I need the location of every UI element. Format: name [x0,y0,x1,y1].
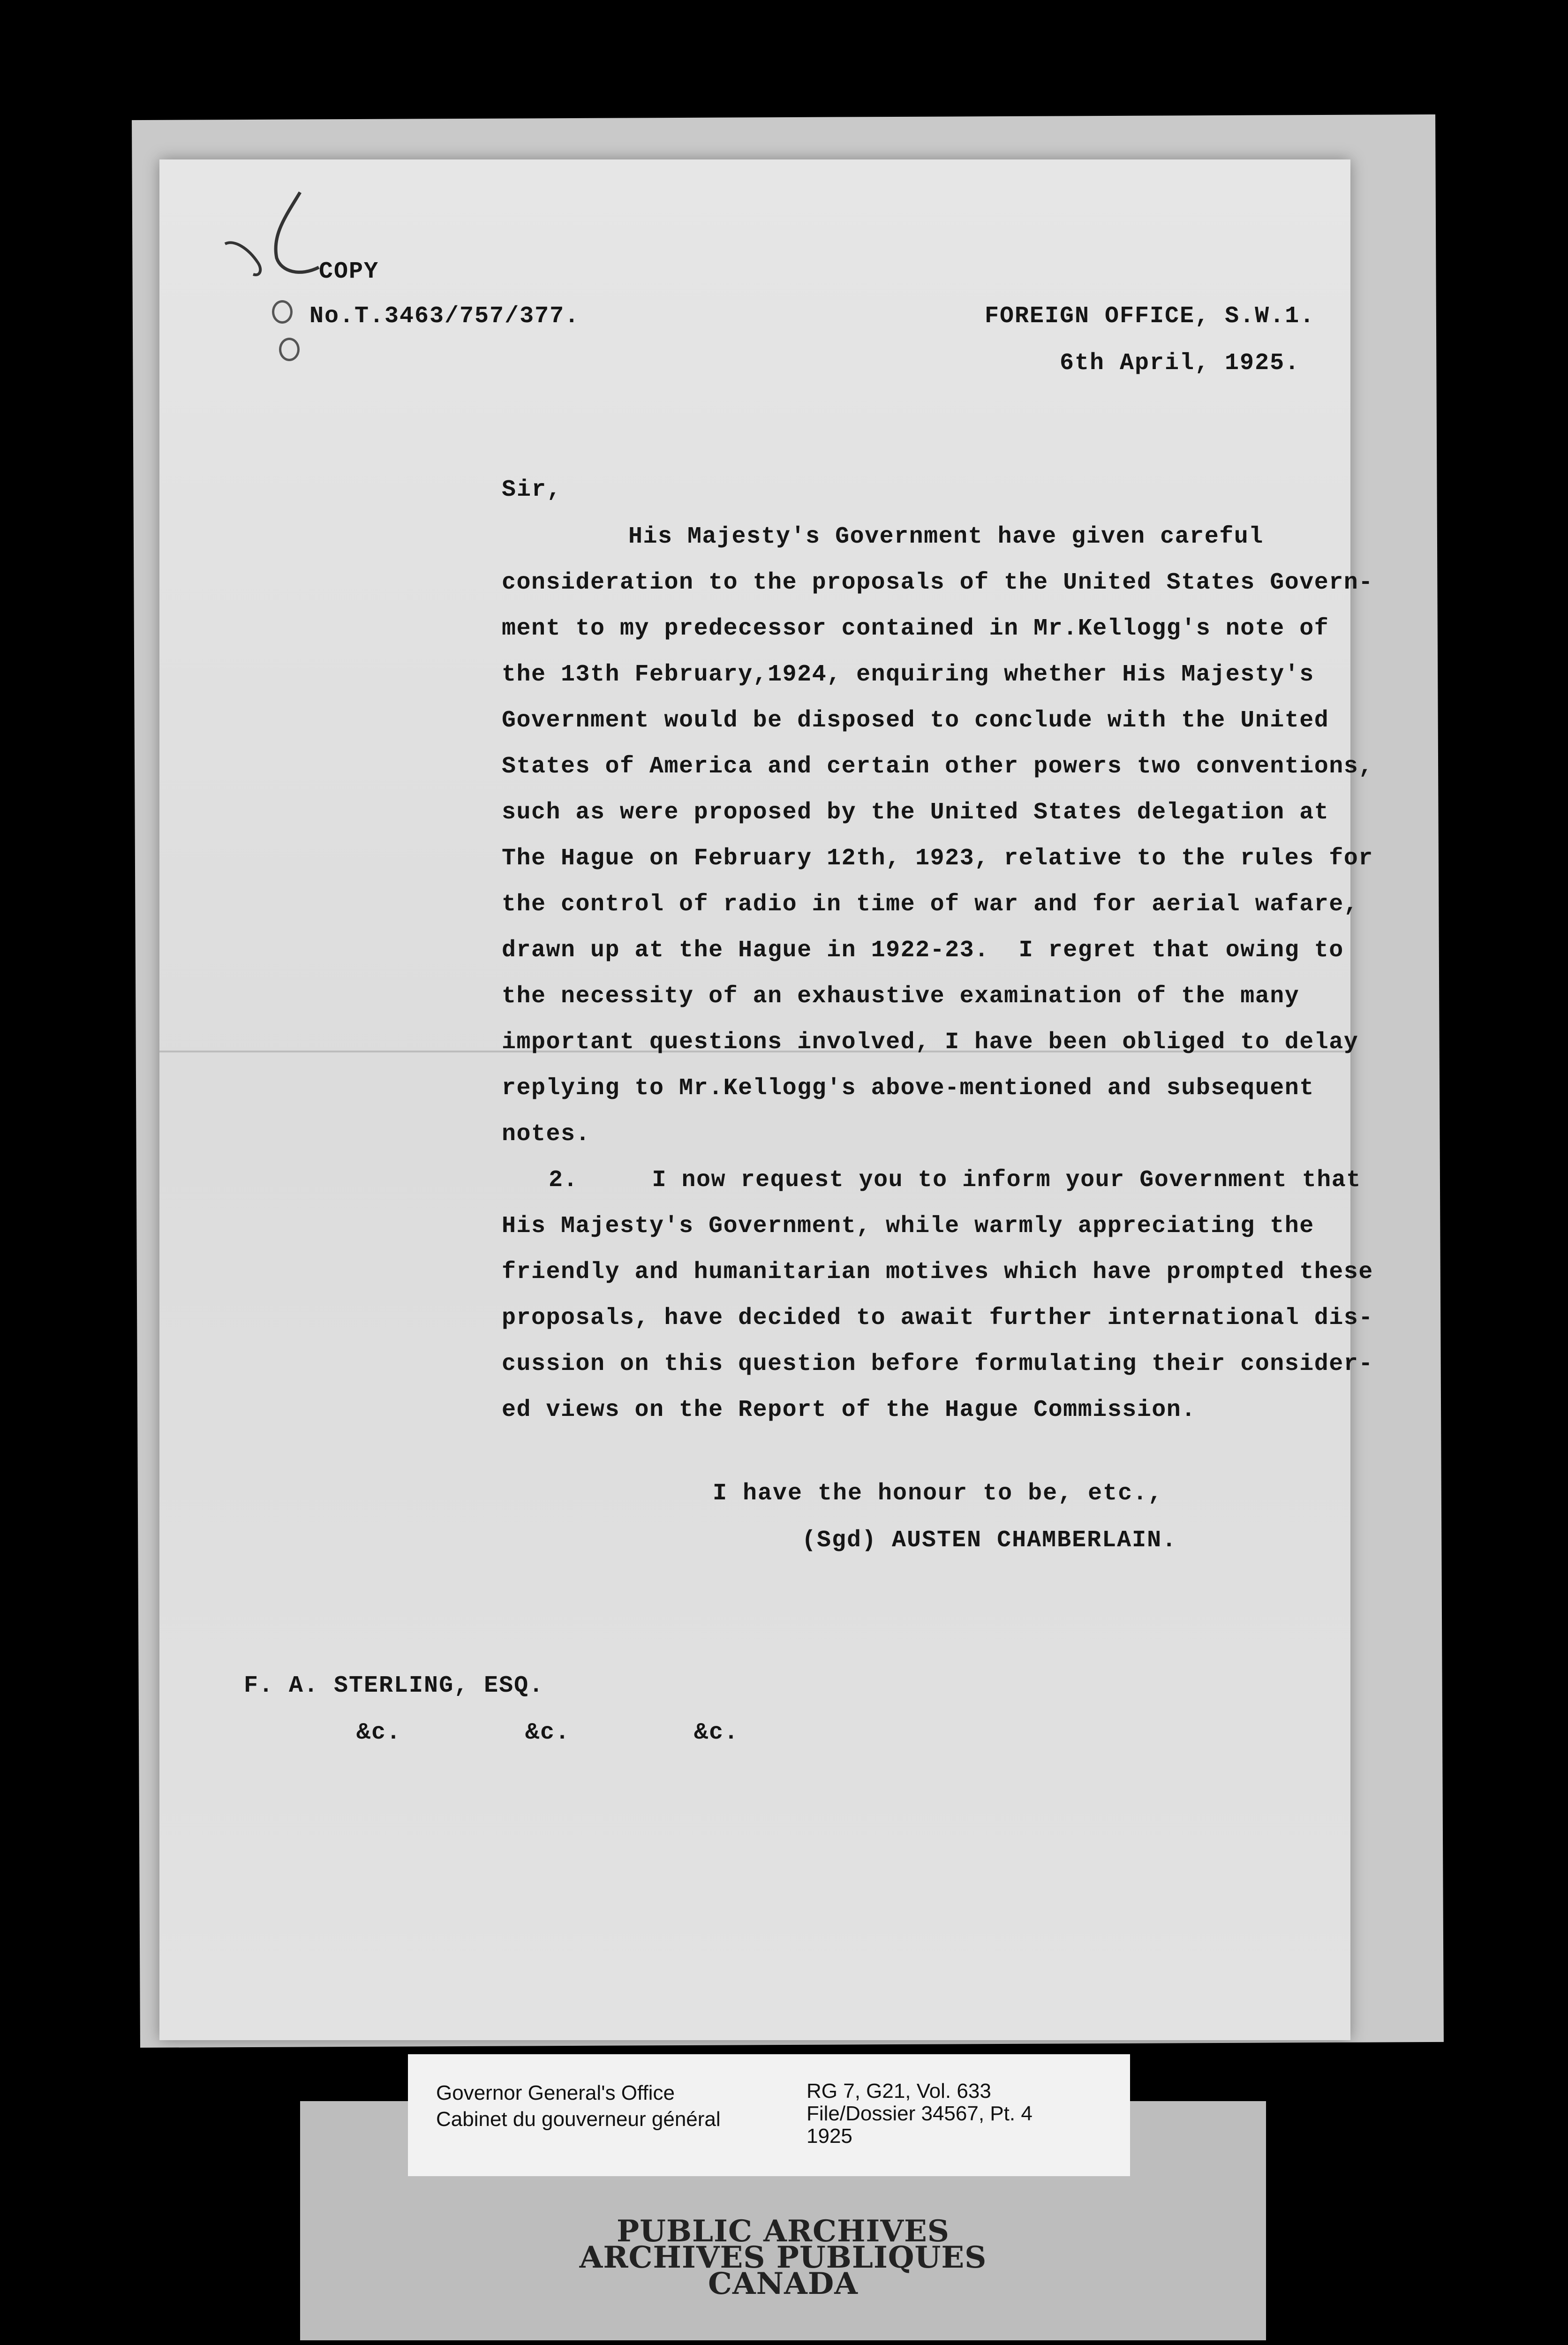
stamp-line: CANADA [708,2266,858,2301]
body-line: ment to my predecessor contained in Mr.Kellogg's note of [502,615,1329,642]
office-address: FOREIGN OFFICE, S.W.1. [985,303,1315,330]
body-line: replying to Mr.Kellogg's above-mentioned and subsequent [502,1075,1314,1102]
body-line: States of America and certain other powers two conventions, [502,753,1373,780]
salutation: Sir, [502,477,562,503]
body-line: 2. I now request you to inform your Government that [549,1167,1361,1194]
body-line: friendly and humanitarian motives which have prompted these [502,1259,1373,1286]
body-line: cussion on this question before formulating their consider- [502,1351,1373,1377]
file-year: 1925 [807,2125,852,2148]
reference-number: No.T.3463/757/377. [309,303,580,330]
body-line: notes. [502,1121,591,1148]
stamp-line: PUBLIC ARCHIVES [616,2214,950,2249]
addressee-etc: &c. [694,1719,739,1746]
body-line: the control of radio in time of war and for aerial wafare, [502,891,1359,918]
letter-date: 6th April, 1925. [1060,350,1300,377]
office-name-en: Governor General's Office [436,2081,675,2104]
body-line: important questions involved, I have been obliged to delay [502,1029,1359,1056]
punch-hole-mark-icon [272,300,293,324]
body-line: drawn up at the Hague in 1922-23. I regret that owing to [502,937,1344,964]
record-group: RG 7, G21, Vol. 633 [807,2080,991,2103]
body-line: His Majesty's Government have given careful [628,523,1264,550]
addressee-etc: &c. [356,1719,402,1746]
office-name-fr: Cabinet du gouverneur général [436,2108,721,2131]
addressee: F. A. STERLING, ESQ. [244,1672,544,1699]
body-line: proposals, have decided to await further international dis- [502,1305,1373,1331]
letter-page [159,159,1373,2040]
archive-reference-label [408,2054,1130,2176]
body-line: such as were proposed by the United States delegation at [502,799,1329,826]
body-line: the 13th February,1924, enquiring whether His Majesty's [502,661,1314,688]
body-line: the necessity of an exhaustive examination of the many [502,983,1300,1010]
stamp-line: ARCHIVES PUBLIQUES [579,2240,987,2275]
file-number: File/Dossier 34567, Pt. 4 [807,2102,1033,2125]
body-line: His Majesty's Government, while warmly appreciating the [502,1213,1314,1240]
body-line: ed views on the Report of the Hague Commission. [502,1397,1196,1423]
addressee-etc: &c. [525,1719,571,1746]
body-line: consideration to the proposals of the United States Govern- [502,569,1373,596]
signature: (Sgd) AUSTEN CHAMBERLAIN. [802,1527,1177,1554]
body-line: The Hague on February 12th, 1923, relative to the rules for [502,845,1373,872]
body-line: Government would be disposed to conclude with the United [502,707,1329,734]
closing: I have the honour to be, etc., [713,1480,1163,1507]
copy-mark: COPY [319,258,379,285]
punch-hole-mark-icon [279,338,300,361]
